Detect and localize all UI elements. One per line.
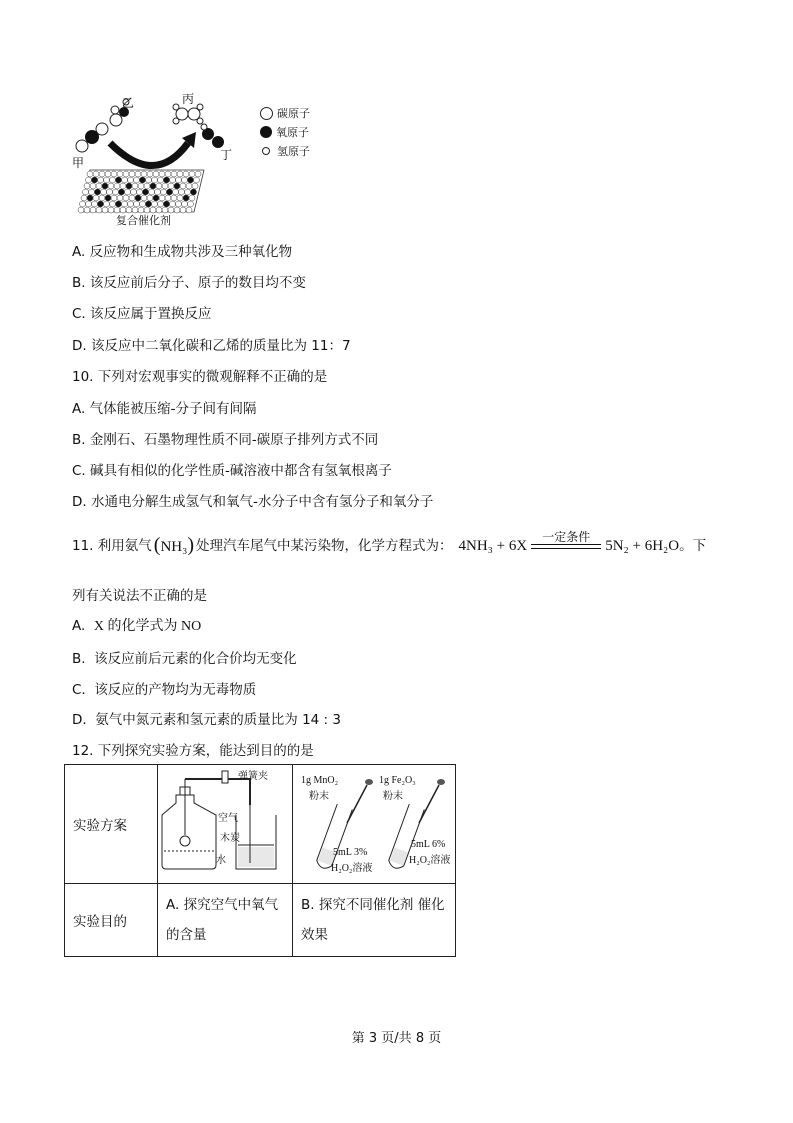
apparatus-b-cell bbox=[293, 765, 456, 884]
catalyst-light-atom bbox=[101, 189, 107, 195]
catalyst-dark-atom bbox=[146, 201, 152, 207]
label-right-solution: 5mL 6% bbox=[411, 839, 446, 850]
q10-stem: 10. 下列对宏观事实的微观解释不正确的是 bbox=[72, 369, 328, 385]
catalyst-light-atom bbox=[117, 195, 123, 201]
legend-label: 氢原子 bbox=[277, 145, 310, 158]
q10-option-c: C. 碱具有相似的化学性质-碱溶液中都含有氢氧根离子 bbox=[72, 463, 392, 479]
catalyst-light-atom bbox=[162, 183, 168, 189]
catalyst-light-atom bbox=[147, 171, 153, 177]
catalyst-light-atom bbox=[123, 195, 129, 201]
catalyst-light-atom bbox=[161, 189, 167, 195]
label-right-reagent: 1g Fe₂O₃ bbox=[379, 775, 416, 786]
catalyst-light-atom bbox=[186, 207, 192, 213]
catalyst-light-atom bbox=[98, 177, 104, 183]
catalyst-light-atom bbox=[156, 183, 162, 189]
catalyst-light-atom bbox=[120, 183, 126, 189]
q9-option-b: B. 该反应前后分子、原子的数目均不变 bbox=[72, 275, 306, 291]
q10-option-d: D. 水通电分解生成氢气和氧气-水分子中含有氢分子和氧分子 bbox=[72, 494, 434, 510]
legend-label: 氧原子 bbox=[276, 126, 309, 139]
q11-equation-left: 4NH₃ + 6X bbox=[458, 538, 528, 554]
catalyst-light-atom bbox=[105, 171, 111, 177]
catalyst-light-atom bbox=[179, 189, 185, 195]
catalyst-light-atom bbox=[113, 189, 119, 195]
q10-option-a: A. 气体能被压缩-分子间有间隔 bbox=[72, 401, 257, 417]
catalyst-light-atom bbox=[107, 189, 113, 195]
q9-option-c: C. 该反应属于置换反应 bbox=[72, 306, 212, 322]
catalyst-light-atom bbox=[146, 177, 152, 183]
catalyst-light-atom bbox=[93, 195, 99, 201]
catalyst-light-atom bbox=[135, 171, 141, 177]
purpose-a-text: A. 探究空气中氧气的含量 bbox=[166, 897, 279, 943]
catalyst-light-atom bbox=[128, 201, 134, 207]
catalyst-light-atom bbox=[122, 201, 128, 207]
catalyst-light-atom bbox=[149, 189, 155, 195]
catalyst-light-atom bbox=[84, 183, 90, 189]
catalyst-light-atom bbox=[123, 171, 129, 177]
label-left-h2o2: H₂O₂溶液 bbox=[331, 863, 373, 874]
catalyst-light-atom bbox=[99, 195, 105, 201]
catalyst-light-atom bbox=[117, 171, 123, 177]
catalyst-dark-atom bbox=[188, 177, 194, 183]
label-ding: 丁 bbox=[220, 148, 233, 162]
purpose-b-cell bbox=[293, 884, 456, 957]
reaction-arrow-icon bbox=[110, 132, 196, 166]
oxygen-atom-icon bbox=[260, 126, 272, 138]
label-water: 水 bbox=[216, 855, 226, 866]
catalyst-light-atom bbox=[177, 195, 183, 201]
q11-equation-arrow bbox=[531, 531, 601, 549]
label-right-h2o2: H₂O₂溶液 bbox=[409, 855, 451, 866]
catalyst-dark-atom bbox=[164, 201, 170, 207]
catalyst-light-atom bbox=[104, 177, 110, 183]
catalyst-dark-atom bbox=[126, 183, 132, 189]
catalyst-light-atom bbox=[170, 201, 176, 207]
q11-option-c: C. 该反应的产物均为无毒物质 bbox=[72, 682, 257, 698]
catalyst-dark-atom bbox=[143, 189, 149, 195]
catalyst-light-atom bbox=[96, 183, 102, 189]
catalyst-light-atom bbox=[140, 201, 146, 207]
catalyst-dark-atom bbox=[105, 195, 111, 201]
legend-hydrogen bbox=[262, 143, 310, 159]
q11-nh3-formula: (NH₃) bbox=[153, 534, 195, 556]
catalyst-dark-atom bbox=[119, 189, 125, 195]
catalyst-dark-atom bbox=[167, 189, 173, 195]
molecule-ding-icon bbox=[201, 124, 224, 148]
table-row bbox=[65, 884, 456, 957]
catalyst-light-atom bbox=[81, 195, 87, 201]
catalyst-light-atom bbox=[87, 171, 93, 177]
catalyst-light-atom bbox=[122, 177, 128, 183]
catalyst-light-atom bbox=[165, 195, 171, 201]
legend-carbon bbox=[260, 105, 310, 121]
catalyst-light-atom bbox=[129, 195, 135, 201]
equals-sign-icon bbox=[531, 544, 601, 549]
catalyst-light-atom bbox=[168, 183, 174, 189]
q12-table bbox=[64, 764, 456, 957]
catalyst-light-atom bbox=[125, 189, 131, 195]
molecule-bing-icon bbox=[173, 104, 203, 124]
catalyst-light-atom bbox=[165, 171, 171, 177]
catalyst-light-atom bbox=[170, 177, 176, 183]
catalyst-light-atom bbox=[90, 207, 96, 213]
catalyst-light-atom bbox=[137, 189, 143, 195]
catalyst-light-atom bbox=[114, 183, 120, 189]
page-footer: 第 3 页/共 8 页 bbox=[351, 1031, 442, 1046]
q11-stem-line2: 列有关说法不正确的是 bbox=[72, 588, 207, 604]
catalyst-light-atom bbox=[182, 177, 188, 183]
q11-equation-right: 5N₂ + 6H₂O bbox=[605, 538, 680, 554]
catalyst-dark-atom bbox=[153, 195, 159, 201]
legend-label: 碳原子 bbox=[277, 107, 310, 120]
catalyst-dark-atom bbox=[92, 177, 98, 183]
q11-option-b: B. 该反应前后元素的化合价均无变化 bbox=[72, 651, 297, 667]
q11-option-a: A. X 的化学式为 NO bbox=[72, 618, 202, 634]
catalyst-light-atom bbox=[194, 177, 200, 183]
catalyst-light-atom bbox=[141, 171, 147, 177]
catalyst-light-atom bbox=[134, 201, 140, 207]
catalyst-light-atom bbox=[131, 189, 137, 195]
catalyst-light-atom bbox=[159, 195, 165, 201]
catalyst-dark-atom bbox=[191, 189, 197, 195]
catalyst-light-atom bbox=[183, 171, 189, 177]
q11-stem-prefix: 11. 利用氨气 bbox=[72, 538, 152, 554]
catalyst-light-atom bbox=[147, 195, 153, 201]
catalyst-dark-atom bbox=[164, 177, 170, 183]
catalyst-light-atom bbox=[171, 171, 177, 177]
catalyst-dark-atom bbox=[174, 183, 180, 189]
label-yi: 乙 bbox=[122, 96, 135, 110]
catalyst-light-atom bbox=[152, 177, 158, 183]
catalyst-light-atom bbox=[177, 171, 183, 177]
catalyst-light-atom bbox=[92, 201, 98, 207]
row-label-purpose: 实验目的 bbox=[65, 884, 158, 957]
legend-oxygen bbox=[260, 124, 309, 140]
catalyst-light-atom bbox=[104, 201, 110, 207]
catalyst-light-atom bbox=[185, 189, 191, 195]
catalyst-dark-atom bbox=[150, 183, 156, 189]
catalyst-light-atom bbox=[128, 177, 134, 183]
catalyst-light-atom bbox=[155, 189, 161, 195]
catalyst-light-atom bbox=[108, 207, 114, 213]
catalyst-light-atom bbox=[111, 171, 117, 177]
carbon-atom-icon bbox=[260, 107, 273, 120]
catalyst-light-atom bbox=[132, 183, 138, 189]
catalyst-light-atom bbox=[90, 183, 96, 189]
catalyst-light-atom bbox=[152, 201, 158, 207]
catalyst-light-atom bbox=[171, 195, 177, 201]
catalyst-light-atom bbox=[158, 201, 164, 207]
q9-option-d: D. 该反应中二氧化碳和乙烯的质量比为 11：7 bbox=[72, 338, 351, 354]
catalyst-dark-atom bbox=[95, 189, 101, 195]
row-label-scheme: 实验方案 bbox=[65, 765, 158, 884]
catalyst-light-atom bbox=[78, 207, 84, 213]
purpose-a-cell bbox=[158, 884, 293, 957]
catalyst-light-atom bbox=[159, 171, 165, 177]
q11-stem bbox=[72, 530, 707, 556]
catalyst-light-atom bbox=[144, 183, 150, 189]
catalyst-light-atom bbox=[138, 183, 144, 189]
catalyst-light-atom bbox=[158, 177, 164, 183]
catalyst-dark-atom bbox=[135, 195, 141, 201]
catalyst-light-atom bbox=[189, 171, 195, 177]
catalyst-light-atom bbox=[186, 183, 192, 189]
catalyst-light-atom bbox=[129, 171, 135, 177]
catalyst-dark-atom bbox=[102, 183, 108, 189]
catalyst-light-atom bbox=[188, 201, 194, 207]
catalyst-light-atom bbox=[80, 201, 86, 207]
catalyst-dark-atom bbox=[116, 201, 122, 207]
label-left-powder: 粉末 bbox=[309, 791, 329, 802]
catalyst-light-atom bbox=[86, 177, 92, 183]
q11-stem-end: 。下 bbox=[679, 538, 707, 554]
apparatus-a-cell bbox=[158, 765, 293, 884]
catalyst-dark-atom bbox=[183, 195, 189, 201]
catalyst-light-atom bbox=[176, 201, 182, 207]
q9-option-a: A. 反应物和生成物共涉及三种氧化物 bbox=[72, 244, 293, 260]
catalyst-light-atom bbox=[153, 171, 159, 177]
catalyst-light-atom bbox=[111, 195, 117, 201]
catalyst-light-atom bbox=[84, 207, 90, 213]
catalyst-dark-atom bbox=[87, 195, 93, 201]
catalyst-light-atom bbox=[134, 177, 140, 183]
q12-stem: 12. 下列探究实验方案，能达到目的的是 bbox=[72, 743, 314, 759]
catalyst-light-atom bbox=[110, 201, 116, 207]
catalyst-surface bbox=[78, 170, 204, 213]
catalyst-light-atom bbox=[102, 207, 108, 213]
catalyst-light-atom bbox=[93, 171, 99, 177]
label-catalyst: 复合催化剂 bbox=[116, 214, 171, 227]
label-jia: 甲 bbox=[72, 156, 85, 170]
q10-option-b: B. 金刚石、石墨物理性质不同-碳原子排列方式不同 bbox=[72, 432, 379, 448]
catalyst-light-atom bbox=[86, 201, 92, 207]
label-right-powder: 粉末 bbox=[383, 791, 403, 802]
catalyst-light-atom bbox=[108, 183, 114, 189]
label-bing: 丙 bbox=[182, 92, 195, 106]
catalyst-light-atom bbox=[180, 207, 186, 213]
catalyst-light-atom bbox=[83, 189, 89, 195]
q11-stem-mid: 处理汽车尾气中某污染物，化学方程式为： bbox=[196, 538, 453, 554]
catalyst-dark-atom bbox=[98, 201, 104, 207]
label-left-reagent: 1g MnO₂ bbox=[301, 775, 339, 786]
table-row bbox=[65, 765, 456, 884]
catalyst-light-atom bbox=[176, 177, 182, 183]
catalyst-light-atom bbox=[189, 195, 195, 201]
catalyst-light-atom bbox=[141, 195, 147, 201]
q11-equation-condition: 一定条件 bbox=[542, 530, 591, 544]
catalyst-light-atom bbox=[174, 207, 180, 213]
catalyst-light-atom bbox=[192, 183, 198, 189]
hydrogen-atom-icon bbox=[262, 147, 270, 155]
label-air: 空气 bbox=[218, 813, 238, 824]
catalyst-dark-atom bbox=[116, 177, 122, 183]
molecule-jia-icon bbox=[76, 123, 108, 152]
label-charcoal: 木炭 bbox=[220, 833, 240, 844]
catalyst-dark-atom bbox=[140, 177, 146, 183]
q11-option-d: D. 氨气中氮元素和氢元素的质量比为 14 : 3 bbox=[72, 712, 341, 728]
label-clamp: 弹簧夹 bbox=[238, 771, 268, 782]
label-left-solution: 5mL 3% bbox=[333, 847, 368, 858]
catalyst-light-atom bbox=[173, 189, 179, 195]
catalyst-light-atom bbox=[180, 183, 186, 189]
catalyst-light-atom bbox=[110, 177, 116, 183]
catalyst-light-atom bbox=[89, 189, 95, 195]
catalyst-light-atom bbox=[195, 171, 201, 177]
purpose-b-text: B. 探究不同催化剂 催化效果 bbox=[301, 897, 445, 943]
catalyst-light-atom bbox=[182, 201, 188, 207]
catalyst-light-atom bbox=[99, 171, 105, 177]
catalyst-light-atom bbox=[96, 207, 102, 213]
